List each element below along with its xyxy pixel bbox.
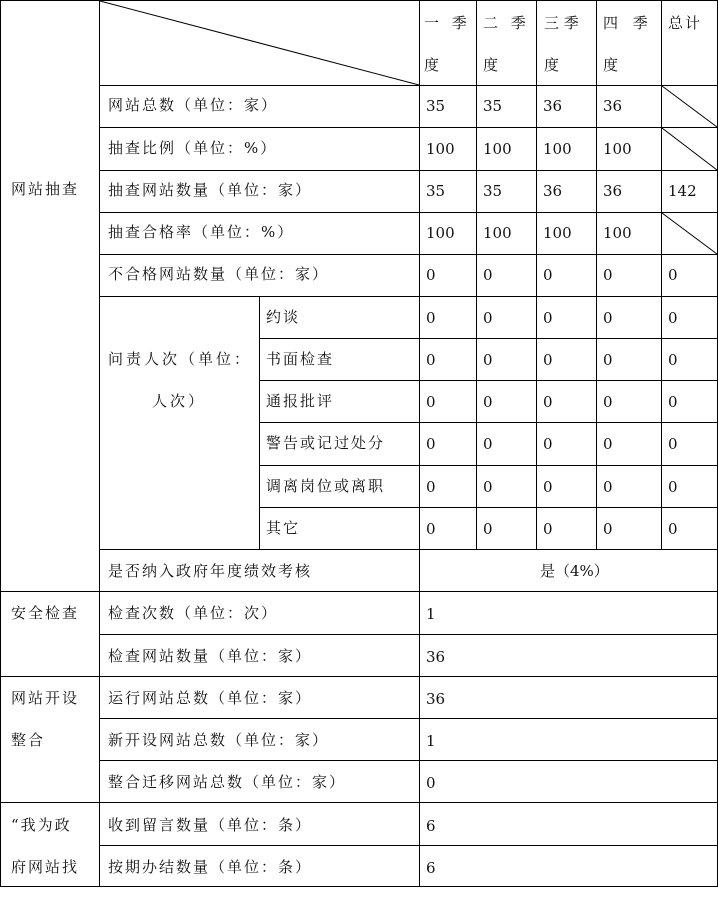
row-label-accountability-line1: 问责人次（单位：	[108, 350, 253, 368]
group-site-sampling: 网站抽查	[11, 180, 80, 198]
cell-checked-sites: 36	[426, 648, 446, 666]
accountability-sublabel: 警告或记过处分	[266, 434, 386, 452]
row-label-msgs-resolved: 按期办结数量（单位：条）	[108, 858, 313, 876]
cell-failed-sites-total: 0	[668, 266, 678, 284]
group-messages-line2: 府网站找	[11, 858, 80, 876]
accountability-cell-q3: 0	[543, 520, 553, 538]
header-total: 总计	[668, 14, 703, 32]
row-label-running-sites: 运行网站总数（单位：家）	[108, 689, 313, 707]
accountability-cell-q1: 0	[426, 309, 436, 327]
row-label-migrated-sites: 整合迁移网站总数（单位：家）	[108, 773, 347, 791]
accountability-cell-q1: 0	[426, 520, 436, 538]
group-security-check: 安全检查	[11, 604, 80, 622]
accountability-cell-total: 0	[668, 393, 678, 411]
accountability-cell-total: 0	[668, 520, 678, 538]
cell-total-sites-q4: 36	[603, 97, 623, 115]
accountability-cell-q1: 0	[426, 351, 436, 369]
accountability-cell-q3: 0	[543, 393, 553, 411]
cell-running-sites: 36	[426, 690, 446, 708]
accountability-sublabel: 通报批评	[266, 392, 335, 410]
cell-sample-ratio-q2: 100	[483, 140, 512, 158]
cell-migrated-sites: 0	[426, 774, 436, 792]
cell-msgs-resolved: 6	[426, 859, 436, 877]
header-q4-line2: 度	[603, 56, 619, 74]
cell-sampled-sites-q1: 35	[426, 182, 446, 200]
accountability-cell-q2: 0	[483, 309, 493, 327]
row-label-new-sites: 新开设网站总数（单位：家）	[108, 731, 330, 749]
accountability-sublabel: 其它	[266, 519, 301, 537]
cell-sampled-sites-total: 142	[668, 182, 697, 200]
accountability-sublabel: 约谈	[266, 308, 301, 326]
row-label-check-count: 检查次数（单位：次）	[108, 604, 279, 622]
row-label-failed-sites: 不合格网站数量（单位：家）	[108, 265, 330, 283]
cell-failed-sites-q3: 0	[543, 266, 553, 284]
group-messages-line1: “我为政	[11, 816, 72, 834]
accountability-cell-total: 0	[668, 478, 678, 496]
accountability-cell-total: 0	[668, 309, 678, 327]
header-q1-line1: 一 季	[424, 14, 471, 32]
cell-sample-ratio-q3: 100	[543, 140, 572, 158]
cell-sample-ratio-q4: 100	[603, 140, 632, 158]
cell-total-sites-q3: 36	[543, 97, 563, 115]
accountability-sublabel: 书面检查	[266, 350, 335, 368]
accountability-cell-total: 0	[668, 351, 678, 369]
group-site-open-line2: 整合	[11, 731, 46, 749]
accountability-cell-q1: 0	[426, 478, 436, 496]
accountability-cell-q2: 0	[483, 478, 493, 496]
header-q4-line1: 四 季	[603, 14, 653, 32]
accountability-cell-q4: 0	[603, 309, 613, 327]
accountability-cell-q4: 0	[603, 351, 613, 369]
header-q3-line2: 度	[544, 56, 560, 74]
accountability-cell-q4: 0	[603, 435, 613, 453]
row-label-accountability-line2: 人次）	[152, 392, 207, 410]
accountability-cell-q4: 0	[603, 520, 613, 538]
accountability-cell-q1: 0	[426, 435, 436, 453]
accountability-cell-q2: 0	[483, 435, 493, 453]
cell-total-sites-q2: 35	[483, 97, 503, 115]
accountability-cell-q4: 0	[603, 393, 613, 411]
row-label-total-sites: 网站总数（单位：家）	[108, 96, 279, 114]
cell-total-sites-q1: 35	[426, 97, 446, 115]
accountability-cell-q2: 0	[483, 351, 493, 369]
header-q3-line1: 三 季	[544, 14, 579, 32]
cell-failed-sites-q2: 0	[483, 266, 493, 284]
accountability-cell-q3: 0	[543, 435, 553, 453]
cell-pass-rate-q1: 100	[426, 224, 455, 242]
accountability-cell-q1: 0	[426, 393, 436, 411]
cell-sampled-sites-q4: 36	[603, 182, 623, 200]
accountability-sublabel: 调离岗位或离职	[266, 477, 386, 495]
header-q2-line2: 度	[483, 56, 499, 74]
cell-check-count: 1	[426, 605, 436, 623]
cell-sampled-sites-q3: 36	[543, 182, 563, 200]
row-label-pass-rate: 抽查合格率（单位：%）	[108, 223, 295, 241]
accountability-cell-q2: 0	[483, 393, 493, 411]
cell-failed-sites-q1: 0	[426, 266, 436, 284]
header-q2-line1: 二 季	[483, 14, 530, 32]
cell-in-assessment: 是（4%）	[540, 562, 609, 580]
header-q1-line2: 度	[424, 56, 440, 74]
cell-pass-rate-q4: 100	[603, 224, 632, 242]
cell-msgs-received: 6	[426, 817, 436, 835]
group-site-open-line1: 网站开设	[11, 689, 80, 707]
cell-sample-ratio-q1: 100	[426, 140, 455, 158]
accountability-cell-q4: 0	[603, 478, 613, 496]
cell-pass-rate-q2: 100	[483, 224, 512, 242]
accountability-cell-q3: 0	[543, 478, 553, 496]
accountability-cell-q3: 0	[543, 351, 553, 369]
row-label-in-assessment: 是否纳入政府年度绩效考核	[108, 562, 313, 580]
row-label-msgs-received: 收到留言数量（单位：条）	[108, 816, 313, 834]
accountability-cell-q2: 0	[483, 520, 493, 538]
cell-sampled-sites-q2: 35	[483, 182, 503, 200]
row-label-sample-ratio: 抽查比例（单位：%）	[108, 139, 278, 157]
row-label-checked-sites: 检查网站数量（单位：家）	[108, 647, 313, 665]
accountability-cell-total: 0	[668, 435, 678, 453]
row-label-sampled-sites: 抽查网站数量（单位：家）	[108, 181, 313, 199]
cell-failed-sites-q4: 0	[603, 266, 613, 284]
cell-pass-rate-q3: 100	[543, 224, 572, 242]
accountability-cell-q3: 0	[543, 309, 553, 327]
cell-new-sites: 1	[426, 732, 436, 750]
